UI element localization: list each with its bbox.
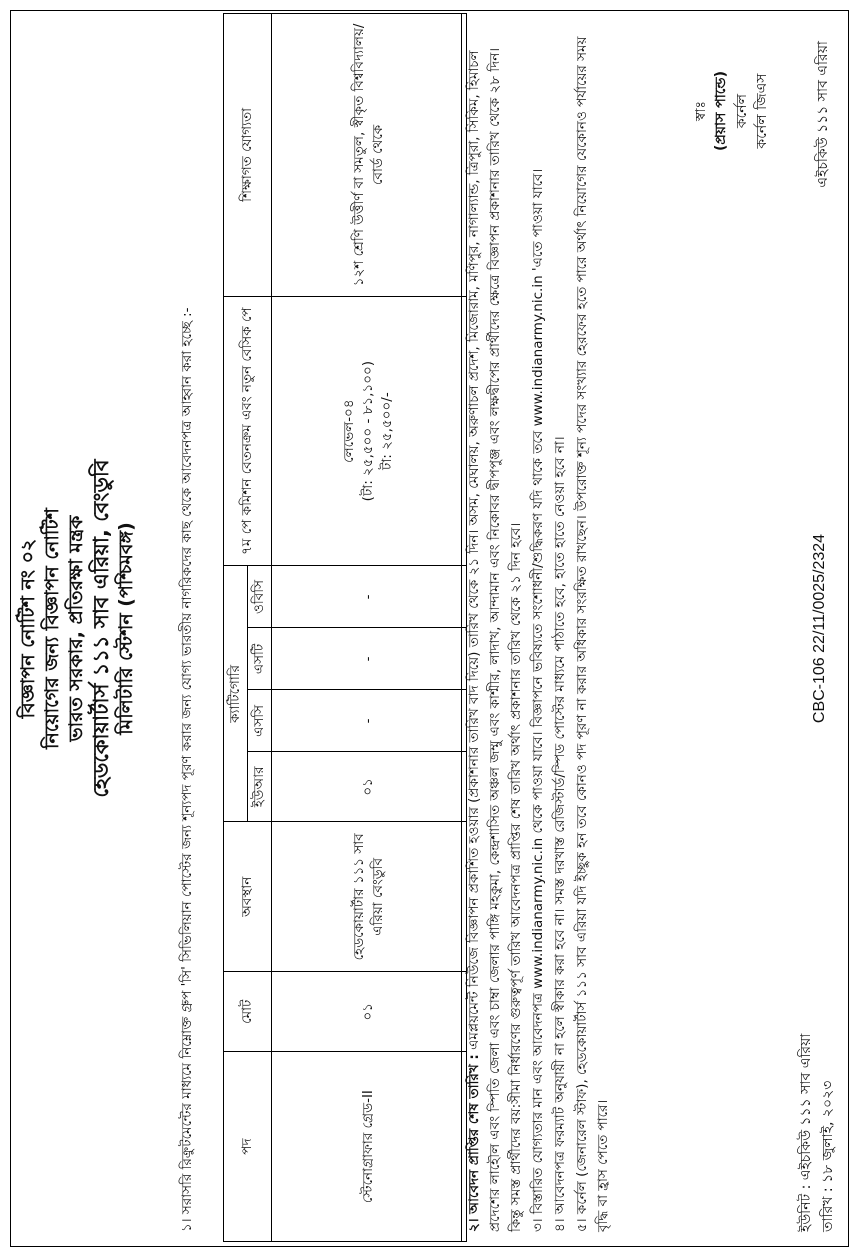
note-3: ৩। বিস্তারিত যোগ্যতার মান এবং আবেদনপত্র www.indianarmy.nic.in থেকে পাওয়া যাবে। বিজ্ঞাপনে ভবিষ্যতে সংশোধনী/শুদ্ধিকরণ যদি থাকে তবে www.indianarmy.nic.in 'এতে পাওয়া যাবে। bbox=[529, 168, 546, 1232]
cell-education: ১২শ শ্রেণি উত্তীর্ণ বা সমতুল, স্বীকৃত বিশ্ববিদ্যালয়/বোর্ড থেকে bbox=[271, 14, 466, 297]
header-location: অবস্থান bbox=[224, 822, 272, 972]
notice-title: নিয়োগের জন্য বিজ্ঞাপন নোটিশ bbox=[40, 508, 63, 749]
notice-frame bbox=[10, 10, 849, 1247]
header-st: এসটি bbox=[247, 628, 271, 690]
header-total: মোট bbox=[224, 972, 272, 1052]
pay-range: (টা: ২৫,৫০০ - ৮১,১০০) bbox=[360, 360, 377, 502]
cell-obc: - bbox=[271, 566, 466, 628]
signatory-hq: এইচকিউ ১১১ সাব এরিয়া bbox=[815, 41, 831, 188]
pay-level: লেভেল-০৪ bbox=[341, 399, 358, 463]
cell-location: হেডকোয়ার্টার ১১১ সাব এরিয়া বেংডুবি bbox=[271, 822, 466, 972]
cell-pay bbox=[271, 296, 466, 566]
vacancy-table bbox=[223, 13, 467, 1242]
note-2-text: এমপ্লয়মেন্ট নিউজে বিজ্ঞাপন প্রকাশিত হওয়ার (প্রকাশনার তারিখ বাদ দিয়ে) তারিখ থেকে ২১ দিন। অসম, মেঘালয়, অরুণাচল প্রদেশ, মিজোরাম, মণিপুর, নাগাল্যান্ড, ত্রিপুরা, সিকিম, হিমাচল প্রদেশের লাহৌল এবং স্পিতি জেলা এবং চাম্বা জেলার পাঙ্গি মহকুমা, কেন্দ্রশাসিত অঞ্চল জম্মু এবং কাশ্মীর, লাদাখ, আন্দামান এবং নিকোবর দ্বীপপুঞ্জ এবং লক্ষদ্বীপের প্রার্থীদের ক্ষেত্রে বিজ্ঞাপন প্রকাশনার তারিখ থেকে ২৮ দিন। কিন্তু সমস্ত প্রার্থীদের বয়:সীমা নির্ধারণের গুরুত্বপূর্ণ তারিখ আবেদনপত্র প্রাপ্তির শেষ তারিখ অর্থাৎ প্রকাশনার তারিখ থেকে ২১ দিন হবে। bbox=[466, 47, 524, 1232]
header-ur: ইউআর bbox=[247, 752, 271, 822]
govt-line: ভারত সরকার, প্রতিরক্ষা মন্ত্রক bbox=[64, 515, 87, 742]
cell-total: ০১ bbox=[271, 972, 466, 1052]
intro-paragraph: ১। সরাসরি রিক্রুটমেন্টের মাধ্যমে নিম্নোক্ত গ্রুপ 'সি' সিভিলিয়ান পোস্টের জন্য শূন্যপদ পূরণ করার জন্য যোগ্য ভারতীয় নাগরিকদের কাছ থেকে আবেদনপত্র আহ্বান করা হচ্ছে :- bbox=[179, 307, 195, 1232]
header-education: শিক্ষাগত যোগ্যতা bbox=[224, 14, 272, 297]
cbc-code: CBC-106 22/11/0025/2324 bbox=[811, 533, 828, 724]
header-obc: ওবিসি bbox=[247, 566, 271, 628]
header-post: পদ bbox=[224, 1052, 272, 1242]
header-sc: এসসি bbox=[247, 690, 271, 752]
note-2-label: ২। আবেদন প্রাপ্তির শেষ তারিখ : bbox=[466, 1054, 482, 1232]
note-5: ৫। কর্নেল (জেনারেল স্টাফ), হেডকোয়ার্টার্স ১১১ সাব এরিয়া যদি ইচ্ছুক হন তবে কোনও পদ পূরণ না করার অধিকার সংরক্ষিত রাখছেন। উপরোক্ত শূন্য পদের সংখ্যার হেরফের হতে পারে অর্থাৎ নিয়োগের যেকোনও পর্যায়ের সময় বৃদ্ধি বা হ্রাস পেতে পারে। bbox=[573, 36, 611, 1232]
unit-line: ইউনিট : এইচকিউ ১১১ সাব এরিয়া bbox=[798, 1033, 814, 1232]
signatory-name: (প্রয়াস পান্ডে) bbox=[713, 71, 730, 152]
header-category: ক্যাটিগোরি bbox=[224, 566, 248, 822]
notice-header bbox=[17, 11, 138, 1246]
header-pay: ৭ম পে কমিশন বেতনক্রম এবং নতুন বেসিক পে bbox=[224, 296, 272, 566]
note-4: ৪। আবেদনপত্র ফরম্যাট অনুযায়ী না হলে স্বীকার করা হবে না। সমস্ত দরখাস্ত রেজিস্টার্ড/স্পিড পোস্টের মাধ্যমে পাঠাতে হবে, হাতে হাতে নেওয়া হবে না। bbox=[551, 436, 568, 1232]
cell-sc: - bbox=[271, 690, 466, 752]
sign-mark: স্বাঃ bbox=[693, 101, 709, 122]
notice-number: বিজ্ঞাপন নোটিশ নং ০২ bbox=[17, 538, 39, 719]
note-2 bbox=[464, 23, 527, 1232]
cell-ur: ০১ bbox=[271, 752, 466, 822]
table-row bbox=[271, 14, 466, 1242]
signatory-designation: কর্নেল জিএস bbox=[753, 73, 770, 149]
pay-basic: টা: ২৫,৫০০/- bbox=[379, 392, 396, 470]
cell-post: স্টেনোগ্রাফার গ্রেড-II bbox=[271, 1052, 466, 1242]
date-line: তারিখ : ১৮ জুলাই, ২০২৩ bbox=[820, 1080, 837, 1232]
notes-section bbox=[461, 13, 616, 1242]
hq-line: হেডকোয়ার্টার্স ১১১ সাব এরিয়া, বেংডুবি bbox=[89, 459, 114, 798]
cell-st: - bbox=[271, 628, 466, 690]
station-line: মিলিটারি স্টেশন (পশ্চিমবঙ্গ) bbox=[114, 522, 137, 735]
signature-block bbox=[691, 71, 772, 151]
signatory-rank: কর্নেল bbox=[733, 93, 750, 129]
